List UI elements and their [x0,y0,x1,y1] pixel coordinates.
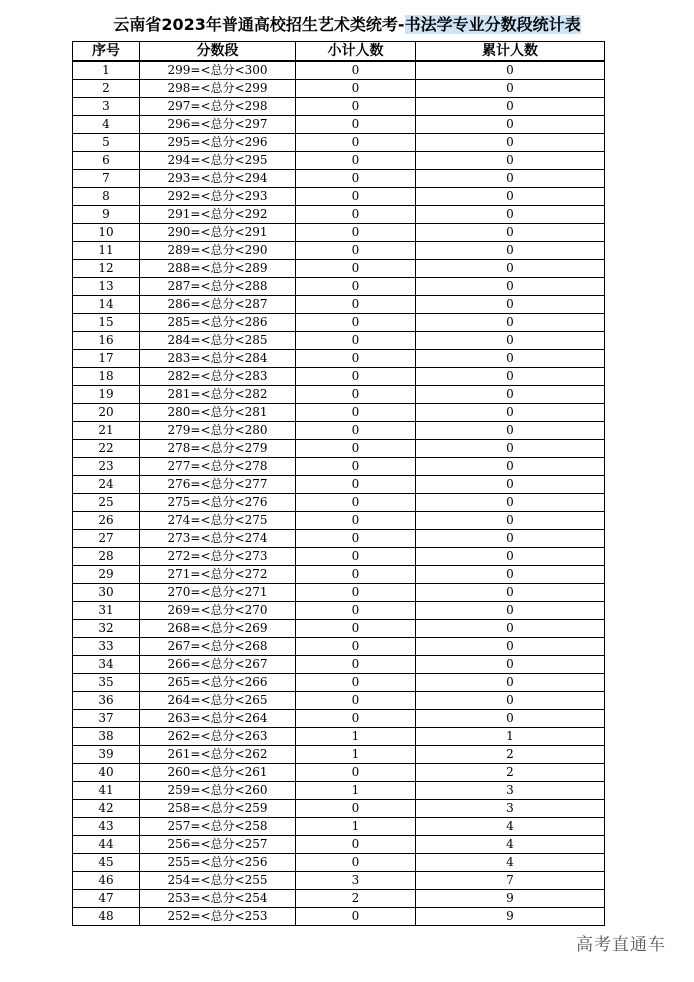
cell-subtotal: 0 [296,386,416,404]
cell-index: 7 [73,170,140,188]
cell-subtotal: 0 [296,170,416,188]
cell-index: 26 [73,512,140,530]
cell-cumulative: 0 [416,350,605,368]
table-row [73,278,605,296]
cell-score-range: 295=<总分<296 [140,134,296,152]
cell-subtotal: 1 [296,728,416,746]
cell-score-range: 252=<总分<253 [140,908,296,926]
cell-score-range: 269=<总分<270 [140,602,296,620]
cell-subtotal: 0 [296,800,416,818]
cell-subtotal: 1 [296,818,416,836]
cell-score-range: 253=<总分<254 [140,890,296,908]
cell-cumulative: 0 [416,134,605,152]
table-body [73,61,605,926]
title-main: 云南省2023年普通高校招生艺术类统考- [113,15,405,34]
table-row [73,872,605,890]
cell-score-range: 288=<总分<289 [140,260,296,278]
cell-cumulative: 0 [416,422,605,440]
cell-subtotal: 0 [296,206,416,224]
cell-cumulative: 0 [416,61,605,80]
cell-cumulative: 0 [416,206,605,224]
table-header-row [73,42,605,62]
cell-index: 38 [73,728,140,746]
cell-index: 40 [73,764,140,782]
cell-cumulative: 4 [416,818,605,836]
table-row [73,638,605,656]
table-row [73,764,605,782]
cell-cumulative: 0 [416,242,605,260]
title-highlighted: 书法学专业分数段统计表 [404,15,581,34]
cell-cumulative: 9 [416,908,605,926]
cell-index: 1 [73,61,140,80]
cell-index: 44 [73,836,140,854]
cell-index: 5 [73,134,140,152]
cell-subtotal: 0 [296,116,416,134]
cell-score-range: 280=<总分<281 [140,404,296,422]
table-row [73,476,605,494]
cell-cumulative: 0 [416,260,605,278]
cell-subtotal: 0 [296,710,416,728]
table-row [73,98,605,116]
table-row [73,242,605,260]
cell-subtotal: 0 [296,530,416,548]
cell-cumulative: 0 [416,386,605,404]
cell-cumulative: 2 [416,764,605,782]
cell-score-range: 293=<总分<294 [140,170,296,188]
cell-subtotal: 0 [296,134,416,152]
cell-subtotal: 0 [296,332,416,350]
cell-score-range: 287=<总分<288 [140,278,296,296]
cell-index: 28 [73,548,140,566]
cell-index: 27 [73,530,140,548]
cell-score-range: 259=<总分<260 [140,782,296,800]
cell-score-range: 257=<总分<258 [140,818,296,836]
cell-subtotal: 0 [296,188,416,206]
table-row [73,566,605,584]
cell-score-range: 265=<总分<266 [140,674,296,692]
table-row [73,296,605,314]
table-row [73,224,605,242]
cell-subtotal: 3 [296,872,416,890]
cell-index: 4 [73,116,140,134]
cell-cumulative: 0 [416,638,605,656]
cell-subtotal: 0 [296,674,416,692]
cell-index: 20 [73,404,140,422]
cell-score-range: 256=<总分<257 [140,836,296,854]
cell-index: 24 [73,476,140,494]
table-row [73,710,605,728]
cell-cumulative: 0 [416,476,605,494]
cell-cumulative: 0 [416,188,605,206]
cell-cumulative: 3 [416,800,605,818]
table-row [73,152,605,170]
table-row [73,80,605,98]
cell-score-range: 272=<总分<273 [140,548,296,566]
table-row [73,800,605,818]
cell-score-range: 294=<总分<295 [140,152,296,170]
table-row [73,908,605,926]
cell-index: 6 [73,152,140,170]
cell-subtotal: 0 [296,908,416,926]
cell-score-range: 254=<总分<255 [140,872,296,890]
cell-subtotal: 0 [296,314,416,332]
cell-subtotal: 0 [296,494,416,512]
table-row [73,404,605,422]
cell-score-range: 291=<总分<292 [140,206,296,224]
cell-subtotal: 2 [296,890,416,908]
cell-score-range: 297=<总分<298 [140,98,296,116]
cell-score-range: 260=<总分<261 [140,764,296,782]
cell-subtotal: 0 [296,584,416,602]
cell-cumulative: 0 [416,98,605,116]
cell-subtotal: 0 [296,260,416,278]
cell-subtotal: 0 [296,458,416,476]
cell-subtotal: 0 [296,764,416,782]
cell-cumulative: 1 [416,728,605,746]
cell-cumulative: 0 [416,674,605,692]
cell-index: 18 [73,368,140,386]
cell-cumulative: 0 [416,296,605,314]
table-row [73,260,605,278]
cell-cumulative: 0 [416,278,605,296]
cell-score-range: 296=<总分<297 [140,116,296,134]
table-row [73,782,605,800]
cell-subtotal: 0 [296,61,416,80]
cell-cumulative: 0 [416,116,605,134]
cell-cumulative: 0 [416,404,605,422]
cell-score-range: 286=<总分<287 [140,296,296,314]
cell-cumulative: 0 [416,656,605,674]
table-row [73,368,605,386]
cell-index: 16 [73,332,140,350]
cell-cumulative: 2 [416,746,605,764]
cell-subtotal: 0 [296,512,416,530]
table-row [73,836,605,854]
cell-cumulative: 4 [416,836,605,854]
header-score-range: 分数段 [140,42,296,62]
cell-score-range: 255=<总分<256 [140,854,296,872]
score-distribution-table [72,41,605,926]
cell-score-range: 282=<总分<283 [140,368,296,386]
cell-index: 17 [73,350,140,368]
cell-cumulative: 0 [416,602,605,620]
cell-subtotal: 0 [296,296,416,314]
cell-index: 9 [73,206,140,224]
table-row [73,314,605,332]
cell-score-range: 266=<总分<267 [140,656,296,674]
cell-score-range: 277=<总分<278 [140,458,296,476]
cell-subtotal: 0 [296,440,416,458]
cell-cumulative: 0 [416,458,605,476]
cell-index: 29 [73,566,140,584]
cell-score-range: 279=<总分<280 [140,422,296,440]
cell-index: 25 [73,494,140,512]
cell-subtotal: 0 [296,566,416,584]
table-row [73,350,605,368]
cell-subtotal: 0 [296,620,416,638]
cell-cumulative: 0 [416,566,605,584]
cell-index: 47 [73,890,140,908]
table-row [73,458,605,476]
cell-cumulative: 0 [416,314,605,332]
cell-score-range: 274=<总分<275 [140,512,296,530]
cell-score-range: 285=<总分<286 [140,314,296,332]
cell-score-range: 292=<总分<293 [140,188,296,206]
table-row [73,206,605,224]
cell-cumulative: 0 [416,494,605,512]
table-row [73,602,605,620]
table-row [73,692,605,710]
cell-subtotal: 0 [296,836,416,854]
table-row [73,746,605,764]
cell-subtotal: 0 [296,368,416,386]
cell-score-range: 290=<总分<291 [140,224,296,242]
table-row [73,170,605,188]
cell-index: 13 [73,278,140,296]
document-title [0,14,694,36]
cell-index: 34 [73,656,140,674]
table-row [73,818,605,836]
cell-subtotal: 0 [296,152,416,170]
cell-score-range: 275=<总分<276 [140,494,296,512]
cell-index: 23 [73,458,140,476]
cell-index: 46 [73,872,140,890]
cell-score-range: 263=<总分<264 [140,710,296,728]
cell-cumulative: 0 [416,710,605,728]
table-row [73,584,605,602]
table-row [73,728,605,746]
table-row [73,332,605,350]
cell-score-range: 267=<总分<268 [140,638,296,656]
cell-cumulative: 0 [416,530,605,548]
cell-cumulative: 0 [416,170,605,188]
cell-index: 14 [73,296,140,314]
table-row [73,134,605,152]
cell-score-range: 289=<总分<290 [140,242,296,260]
cell-score-range: 268=<总分<269 [140,620,296,638]
cell-subtotal: 1 [296,782,416,800]
cell-cumulative: 0 [416,80,605,98]
cell-score-range: 299=<总分<300 [140,61,296,80]
cell-subtotal: 0 [296,242,416,260]
table-row [73,656,605,674]
cell-subtotal: 0 [296,692,416,710]
cell-cumulative: 0 [416,332,605,350]
cell-index: 8 [73,188,140,206]
cell-subtotal: 0 [296,224,416,242]
cell-score-range: 278=<总分<279 [140,440,296,458]
cell-subtotal: 0 [296,656,416,674]
cell-index: 39 [73,746,140,764]
cell-score-range: 271=<总分<272 [140,566,296,584]
cell-index: 42 [73,800,140,818]
cell-score-range: 284=<总分<285 [140,332,296,350]
cell-index: 19 [73,386,140,404]
cell-index: 41 [73,782,140,800]
cell-score-range: 298=<总分<299 [140,80,296,98]
table-row [73,188,605,206]
cell-cumulative: 0 [416,224,605,242]
cell-index: 22 [73,440,140,458]
table-row [73,620,605,638]
cell-score-range: 273=<总分<274 [140,530,296,548]
cell-cumulative: 0 [416,584,605,602]
cell-subtotal: 0 [296,638,416,656]
cell-subtotal: 0 [296,350,416,368]
cell-score-range: 261=<总分<262 [140,746,296,764]
cell-subtotal: 0 [296,278,416,296]
cell-index: 30 [73,584,140,602]
header-index: 序号 [73,42,140,62]
header-subtotal: 小计人数 [296,42,416,62]
cell-cumulative: 0 [416,620,605,638]
table-row [73,530,605,548]
cell-cumulative: 0 [416,440,605,458]
cell-index: 48 [73,908,140,926]
cell-cumulative: 0 [416,512,605,530]
cell-index: 37 [73,710,140,728]
cell-index: 35 [73,674,140,692]
cell-index: 10 [73,224,140,242]
cell-subtotal: 0 [296,98,416,116]
cell-score-range: 276=<总分<277 [140,476,296,494]
cell-index: 31 [73,602,140,620]
cell-cumulative: 0 [416,548,605,566]
table-row [73,440,605,458]
cell-index: 33 [73,638,140,656]
cell-cumulative: 0 [416,692,605,710]
table-row [73,61,605,80]
table-row [73,674,605,692]
table-row [73,422,605,440]
cell-score-range: 262=<总分<263 [140,728,296,746]
cell-cumulative: 3 [416,782,605,800]
table-row [73,512,605,530]
cell-subtotal: 0 [296,404,416,422]
cell-score-range: 270=<总分<271 [140,584,296,602]
table-row [73,854,605,872]
watermark-text: 高考直通车 [576,935,666,955]
header-cumulative: 累计人数 [416,42,605,62]
cell-score-range: 283=<总分<284 [140,350,296,368]
table-row [73,116,605,134]
cell-index: 32 [73,620,140,638]
cell-subtotal: 0 [296,548,416,566]
cell-cumulative: 7 [416,872,605,890]
table-row [73,890,605,908]
cell-subtotal: 0 [296,422,416,440]
cell-cumulative: 0 [416,368,605,386]
cell-subtotal: 0 [296,854,416,872]
cell-subtotal: 0 [296,476,416,494]
table-row [73,494,605,512]
cell-index: 45 [73,854,140,872]
table-row [73,548,605,566]
cell-score-range: 264=<总分<265 [140,692,296,710]
cell-index: 15 [73,314,140,332]
cell-cumulative: 9 [416,890,605,908]
cell-index: 2 [73,80,140,98]
cell-index: 11 [73,242,140,260]
cell-score-range: 281=<总分<282 [140,386,296,404]
table-row [73,386,605,404]
cell-subtotal: 0 [296,80,416,98]
cell-index: 43 [73,818,140,836]
cell-cumulative: 4 [416,854,605,872]
cell-score-range: 258=<总分<259 [140,800,296,818]
cell-index: 3 [73,98,140,116]
cell-subtotal: 1 [296,746,416,764]
cell-cumulative: 0 [416,152,605,170]
cell-index: 36 [73,692,140,710]
cell-index: 12 [73,260,140,278]
cell-subtotal: 0 [296,602,416,620]
cell-index: 21 [73,422,140,440]
